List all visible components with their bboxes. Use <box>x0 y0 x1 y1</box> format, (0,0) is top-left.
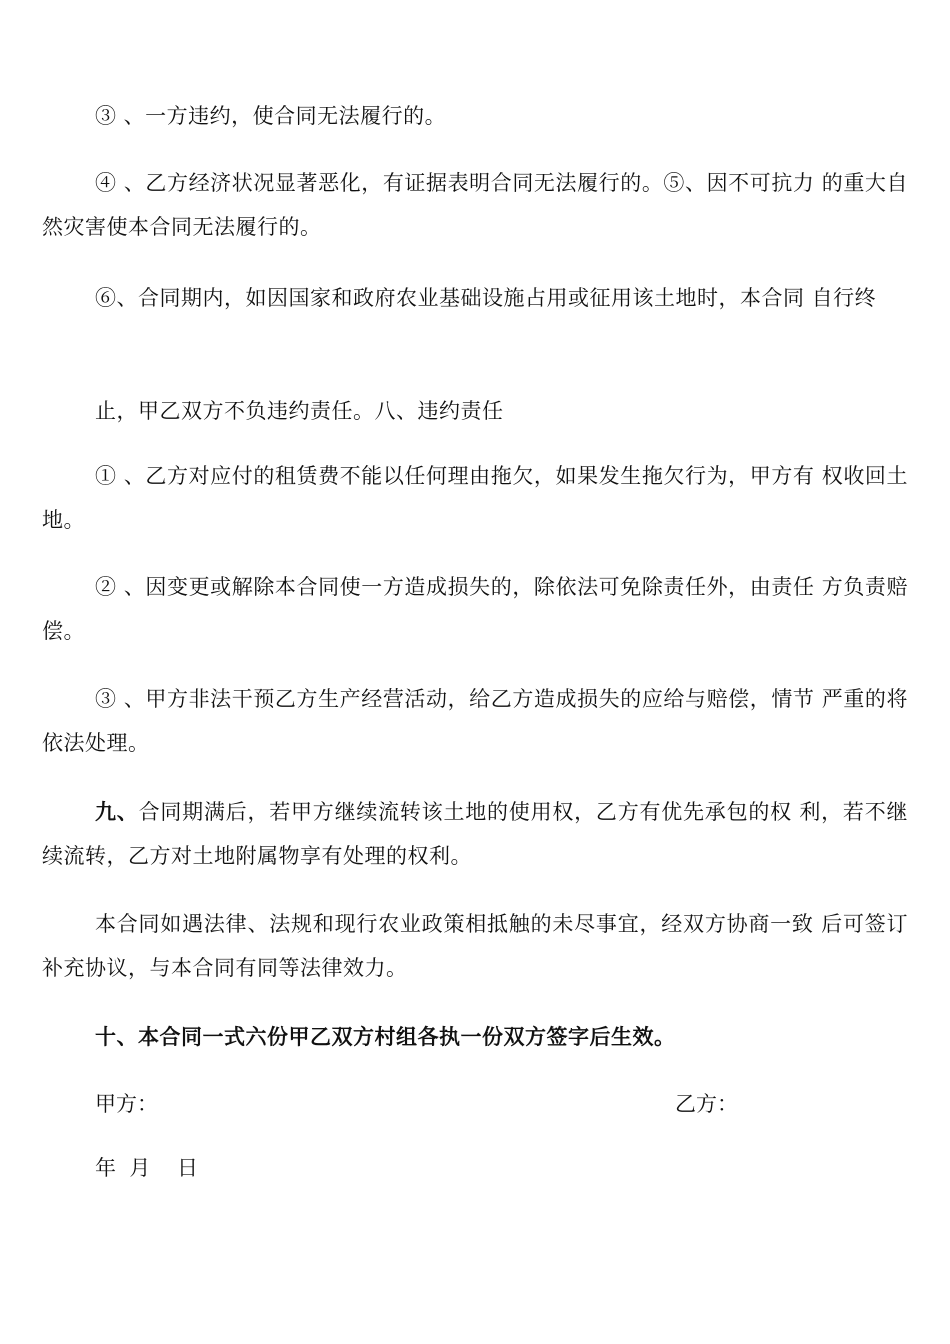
clause-breach-default: ③ 、一方违约，使合同无法履行的。 <box>95 104 447 128</box>
clause-supplementary-agreement: 本合同如遇法律、法规和现行农业政策相抵触的未尽事宜，经双方协商一致 后可签订补充协议，与本合同有同等法律效力。 <box>42 912 908 980</box>
clause-rent-arrears: ① 、乙方对应付的租赁费不能以任何理由拖欠，如果发生拖欠行为，甲方有 权收回土地。 <box>42 464 908 532</box>
signature-row <box>95 1082 875 1126</box>
clause-land-requisition: ⑥、合同期内，如因国家和政府农业基础设施占用或征用该土地时，本合同 自行终 <box>95 286 877 310</box>
party-a-signature-label: 甲方： <box>95 1092 158 1116</box>
clause-copies-effective: 十、本合同一式六份甲乙双方村组各执一份双方签字后生效。 <box>95 1024 676 1049</box>
clause-termination-no-liability: 止，甲乙双方不负违约责任。八、违约责任 <box>95 399 504 423</box>
clause-economic-deterioration: ④ 、乙方经济状况显著恶化，有证据表明合同无法履行的。⑤、因不可抗力 的重大自然灾害使本合同无法履行的。 <box>42 171 908 239</box>
party-b-signature-label: 乙方： <box>675 1092 738 1116</box>
clause-number-nine: 九、 <box>95 799 139 824</box>
clause-illegal-interference: ③ 、甲方非法干预乙方生产经营活动，给乙方造成损失的应给与赔偿，情节 严重的将依法处理。 <box>42 687 908 755</box>
clause-compensation: ② 、因变更或解除本合同使一方造成损失的，除依法可免除责任外，由责任 方负责赔偿。 <box>42 575 908 643</box>
clause-contract-expiry <box>42 790 908 878</box>
clause-contract-expiry-text: 合同期满后，若甲方继续流转该土地的使用权，乙方有优先承包的权 利，若不继续流转，乙方对土地附属物享有处理的权利。 <box>42 800 908 868</box>
date-line: 年 月 日 <box>95 1156 199 1180</box>
